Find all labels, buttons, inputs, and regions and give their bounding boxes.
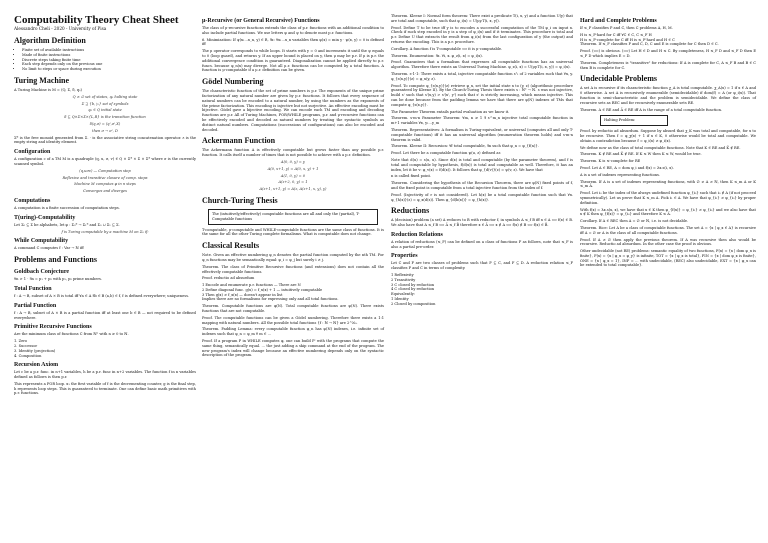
corollary-4: Corollary. If A ∈ REC then A = ∅ or ℕ, i.e. is not decidable.	[580, 219, 689, 224]
kleene2-proof: Proof. Let there be a computable function ψ(u, z) defined as	[391, 151, 501, 156]
props-item: 3 C closed by reduction	[391, 282, 435, 287]
classical-step: 1 Encode and enumerate p.r. functions — There are N	[202, 283, 301, 288]
mu-heading: μ-Recursive (or General Recursive) Functions	[202, 18, 320, 24]
classical-proof: Proof. reductio ad absurdum	[202, 276, 255, 281]
while-text: A command C computes f : Var → ℕ iff	[14, 246, 84, 251]
thm-6-proof-2: With f(x) = λx.s(x, x), we have that x ∈ K then φ_{f(x)} = φ_{i₁} ≠ φ_{i₀} and we also have that x ∉ K then φ_{f(x)} = φ_{i₀} and therefore K ≤ A.	[580, 207, 756, 217]
prf-heading: Primitive Recursive Functions	[14, 324, 92, 331]
mu-text-2: The μ operator corresponds to while loops. It starts with y = 0 and increments it until the ψ equals to 0 (loop guard), and returns y. If an upper bound is placed on y, then μ may be p.r. If μ is p.r. the additional convergence condition is guaranteed. Diagonalization cannot be applied directly to μ.r. funcs. because φ_n(x) may diverge. Not all μ.r. functions can be computed by a total function. A function is μ-computable if a μ.r. definition can be given.	[202, 49, 384, 73]
conf-line: Reflexive and transitive closure of comp. steps	[62, 175, 148, 180]
classical-thm3: Theorem. Padding Lemma: every computable function φ_n has φ(N) indexes, i.e. infinite set of indexes such that φ_n = φ_m ∀ m ∈ ...	[202, 327, 384, 337]
rice-thm: Theorem. Rice: Let A be a class of computable functions. The set A = {x | φ_x ∈ A} is recursive iff A = ∅ or A is the class of all computable functions.	[580, 225, 756, 235]
universal: Theorem. Representatives: A formalism is Turing-equivalent, or universal (computes all and only T-computable functions) iff it has an universal algorithm (enumeration theorem holds) and s-m-n theorem is valid.	[391, 127, 573, 142]
tm-heading: Turing Machine	[14, 75, 70, 85]
halting-proof: Proof. by reductio ad absurdum. Suppose by absurd that χ_K was total and computable, for x to be recursive. Then f = φ_χ(x) + 1 if x ∈ K, 0 otherwise would be total and computable. We obtain a contradiction because f = φ_i(x) ≠ φ_i(x).	[580, 129, 756, 143]
fixed-thm: Theorem. Considering the hypothesis of the Recursion Theorem, there are φ(N) fixed points of f, and the fixed point is computable from a total injective function from the index of f.	[391, 181, 573, 190]
column-2	[202, 14, 384, 360]
thm-5-proof: Proof. Let A ∈ RE, A = dom φ_i and f(x) = λx.s(i, x).	[580, 165, 674, 170]
kleene2: Theorem. Kleene II: Recursion: ∀f total computable, ∃n such that φ_n = φ_{f(n)}.	[391, 144, 539, 149]
classical-proof3: Proof. If a program P in WHILE computes φ, one can build P' with the programs that compute the same thing, semantically equal. … the just adding a skip command at the end of the program. The new program's index will change because an effective numbering depends only on the syntactic description of the program.	[202, 339, 384, 358]
thm-4: Theorem. K ∉ RE and K̄ ∉ RE. If K ≤ W then K ≤ W, would be true.	[580, 152, 702, 157]
halting-box: Halting Problem:	[600, 115, 668, 126]
classical-thm2: Theorem. Computable functions are φ(N). Total computable functions are φ(N). There exists functions that are not computable.	[202, 304, 384, 314]
tm-def: δ(q,σ) = (q',σ',X)	[89, 121, 121, 126]
recaxiom-note: This represents a FOR loop. x₁ the first variable of f is the decrementing counter, g is the final step, h represents loop steps. This is guaranteed to terminate. One can define basic math primitives with p.r. functions.	[14, 381, 196, 396]
fixed-point: n is called fixed point.	[391, 174, 432, 179]
thm-5: Theorem. K is ≤-complete for RE	[580, 159, 641, 164]
thm-6: Theorem. If A is a set of indexes representing functions, with ∅ ≠ A ≠ ℕ, then K ≤_m A or K ≤_m Ā.	[580, 179, 756, 189]
ack-heading: Ackermann Function	[202, 136, 276, 146]
props-text: Let C and F are two classes of problems such that P ⊆ C, and F ⊆ D. A reduction relation ≤_F classifies P and C in terms of complexity.	[391, 261, 573, 271]
classical-thm: Theorem. The class of Primitive Recursive functions (and extensions) does not contain all the effectively computable functions.	[202, 264, 384, 274]
classical-step: 3 Then g(x) ≠ f_x(x) — doesn't appear in list	[202, 292, 283, 297]
recaxiom-text: Let c be a p.r. func. in n+1 variables, h be a p.r. func in n+2 variables. The function f in n variables defined as follows is then p.r.	[14, 370, 196, 380]
classical-proof2: Proof. The computable functions can be given a Gödel numbering. Therefore there exists a 1:1 mapping with natural numbers. All the possible total functions {f : ℕ → ℕ} are 2^ℵ₀.	[202, 315, 384, 325]
author-line: Alessandro Cheli - 2020 - University of Pisa	[14, 26, 107, 31]
conf-heading: Configuration	[14, 149, 51, 156]
conf-text: A configuration c of a TM M is a quadruple (q, u, σ, v) ∈ Q × Σ* × Σ × Σ* where σ is the currently scanned symbol.	[14, 157, 196, 166]
godel-heading: Gödel Numbering	[202, 77, 264, 87]
rice-other: Other undecidable (not RE) problems: semantic equality of two functions, F(x) = {x | dom φ_x is finite}, F(x) = {x | φ_x = φ_y} is infinite, TOT = {x | φ_x is total}, FIN = {x | dom φ_x is finite}, ONE = {x | φ_x = 1}, INF = ... with undecidable, (REC) also undecidable, EXT = {x | φ_x can be extended to total computable}.	[580, 249, 756, 268]
ack-text: The Ackermann function A is effectively computable but grows faster than any possible p.r. function. It calls itself a number of times that is not possible to achieve with a p.r. definition.	[202, 148, 384, 158]
hard-line: H is ≤_F-hard for C iff ∀C ∈ C, C ≤_F H	[580, 32, 652, 37]
prf-text: Are the minimum class of functions C from ℕⁿ with n ≥ 0 to ℕ.	[14, 332, 129, 337]
comp-text: A computation is a finite succession of computation steps.	[14, 205, 120, 210]
red-text: A (decision) problem (a set) A reduces to B with reductor f, in symbols A ≤_f B iff x ∈ A ⟺ f(x) ∈ B. We also have that A ≤_f B ⟺ Ā ≤_f B̄ therefore x ∈ Ā ⟺ x ∉ A ⟺ f(x) ∉ B ⟺ f(x) ∈ B̄.	[391, 218, 573, 228]
smn: Theorem. s-1-1: There exists a total, injective computable function s¹₁ of 2 variables such that ∀x, y. φ_{s(x,y)}(z) = φ_x(y, z).	[391, 71, 573, 81]
undec-text: A set A is recursive if its characteristic function χ_A is total computable. χ_A(x) = 1 if x ∈ A and 0 otherwise. A set A is recursively enumerable (semidecidable) if dom(f) = A (or φ_i(x)). That function is semi-characteristic and the problem is semidecidable. We define the class of recursive sets as REC and for recursively enumerable sets RE.	[580, 86, 756, 105]
redrel-heading: Reduction Relations	[391, 231, 443, 238]
prf-item: 4. Composition	[14, 353, 42, 358]
halting-k: We define now as the class of total computable functions. Note that K ∈ RE and K̄ ∉ RE.	[580, 145, 741, 150]
classical-heading: Classical Results	[202, 241, 260, 251]
proof-1: Proof. (⟸) is obvious. (⟹) Let H ∈ D and H ≤ C. By completeness, H ≤_F D and ≤_F D then E ≤_F D which implies E = D.	[580, 49, 756, 58]
tm-def: q₀ ∈ Q initial state	[88, 108, 122, 113]
tm-def: δ ⊆ Q×Σ×Σ×{L,R} is the transition function	[64, 115, 146, 120]
list-item: • No limit to steps or space during execution	[22, 67, 196, 72]
conf-line: Converges and diverges	[82, 189, 127, 194]
prf-item: 3. Identity (projection)	[14, 348, 56, 353]
ack-line: A(0, x+1, y) = A(0, x, y) + 1	[267, 166, 319, 171]
document-title: Computability Theory Cheat Sheet	[14, 14, 179, 26]
column-1	[14, 14, 196, 398]
pf-heading: Problems and Functions	[14, 255, 97, 265]
props-item: 2 Closed by composition	[391, 301, 436, 306]
tcomp-heading: T(uring)-Computability	[14, 214, 76, 221]
param-note: The Parameter Theorem entails partial evaluation as we know it.	[391, 109, 510, 114]
thm-1: Theorem. If ≤_F classifies P and C, D, C and E is complete for C then D ∈ C.	[580, 42, 719, 47]
conf-line: (q,uσv) — Computation step	[79, 168, 131, 173]
red-heading: Reductions	[391, 206, 430, 216]
tm-note: Σ* is the free monoid generated from Σ. · is the associative string concatenation operator. ε is the empty string and identity element.	[14, 135, 196, 145]
ack-line: A(z+2, 0, y) = 1	[278, 180, 308, 185]
props-item: Equivalently:	[391, 292, 415, 297]
list-item: • Each step depends only on the previous one	[22, 62, 196, 67]
prf-item: 1. Zero	[14, 339, 28, 344]
list-item: • Made of finite instructions	[22, 53, 196, 58]
enumeration: Theorem. Enumeration: ∃z. ∀i, x. φ_z(i, x) = φ_i(x).	[391, 53, 483, 58]
thm-3: Theorem. A ∈ RE and Ā ∈ RE iff A is the range of a total computable function.	[580, 107, 723, 112]
enumeration-proof: Proof. Guarantees that a formalism that expresses all computable functions has an universal algorithm. Therefore there exists an Universal Turing Machine. φ_z(i, x) = U(μy.T(i, x, y)) = φ_i(x).	[391, 60, 573, 70]
smn2: Theorem. s-m-n Parameter Theorem: ∀m, n ≥ 1 ∃ s^m_n injective total computable function in m+1 variables ∀x, y₁...y_m	[391, 116, 573, 126]
props-item: 1 Reflexivity	[391, 273, 414, 278]
rice-proof: Proof. If A ≠ ∅ then apply the previous theorem. If A was recursive then also would be recursive. Reductio ad absurdum. In the other case the proof is obvious.	[580, 237, 756, 247]
classical-note: Note. Given an effective numbering φ_n denotes the partial function computed by the nth TM. For φ_n functions may be semantically equal: φ_i = φ_j but surely i ≠ j.	[202, 253, 384, 262]
while-heading: While Computability	[14, 238, 69, 245]
total-text: f : A → B, subset of A × B is total iff ∀a ∈ A ∃b ∈ B (a,b) ∈ f, f is defined everywhere; uniqueness.	[14, 293, 190, 298]
classical-after: Implies there are no formalisms for expressing only and all total functions.	[202, 297, 339, 302]
tm-def: then σ → σ', D	[92, 128, 118, 133]
list-item: • Finite set of available instructions	[22, 48, 196, 53]
smn-proof: Proof. To compute φ_{s(x,y)}(z) retrieve φ_x, set the initial state x to (y, z) (algorithmic procedure guaranteed by Kleene II). By the Church-Turing Thesis there exists s : ℕ² → ℕ. s was not injective, build s' such that s'(x,y) > s'(x', y') such that s' is strictly increasing, which means injective. This can be done because from the padding lemma we have that there are φ(N) indexes of TMs that compute φ_{s(x,y)}.	[391, 83, 573, 107]
ack-line: A(1, 0, y) = 0	[280, 173, 306, 178]
thm-6-proof: Proof. Let i₀ be the index of the always undefined function φ_{i₀} such that i₀ ∉ A (if not proceed symmetrically). Let us prove that K ≤_m A. Pick i₁ ∈ A. We have that φ_{i₁} ≠ φ_{i₀} by proper definition.	[580, 191, 756, 205]
index-note: A is a set of indexes representing functions.	[580, 172, 661, 177]
tcomp-line: f is Turing computable by a machine M on Σ₀ if:	[61, 229, 149, 234]
props-item: 1 Identity	[391, 297, 409, 302]
partial-heading: Partial Function	[14, 302, 57, 309]
props-item: 4 C closed by reduction	[391, 287, 435, 292]
props-item: 2 Transitivity	[391, 277, 416, 282]
comp-heading: Computations	[14, 197, 51, 204]
ct-post: T-computable, μ-computable and WHILE-computable functions are the same class of functions. It is the same for all the other Turing complete formalisms. What is computable does not change.	[202, 227, 384, 237]
partial-text: f : A → B, subset of A × B is a partial function iff at least one b ∈ B — not required to be defined everywhere.	[14, 310, 196, 320]
godel-text: The characteristic function of the set of prime numbers is p.r. The exponents of the unique prime factorization of any natural number are given by p.r. functions. It follows that every sequence of natural numbers can be encoded to a natural number, by using the numbers as the exponents of the prime factorization. This encoding is injective but not surjective. An effective encoding must be bijective. Gödel gave a bijective encoding. We can encode each TM and encoding and decoding functions are p.r. All of Turing Machines, FOR/WHILE programs, p.r. and μ-recursive functions can be effectively encoded and decoded as natural numbers by treating the syntactic symbols as distinct natural numbers. Computations (successions of configurations) can also be encoded and decoded.	[202, 89, 384, 132]
gold-text: ∀n > 1 · ∃n = p₁ + p₂ with p₁, p₂ prime numbers.	[14, 277, 103, 282]
hard-heading: Hard and Complete Problems	[580, 18, 657, 24]
undec-heading: Undecidable Problems	[580, 74, 657, 84]
column-3	[391, 14, 573, 307]
kleene1-proof: Proof. Define T to be true iff y is to encodes a successful computation of the TM φ_i on input x. Check if such step encoded in y is a step of φ_i(x) and if it terminates. This procedure is total and p.r. Define U that extracts the result from φ_i(x) from the last configuration of y (the output) and returns the encoding. This is a p.r. procedure.	[391, 25, 573, 44]
list-item: • Discrete steps taking finite time	[22, 58, 196, 63]
ct-box: The (intuitively/effectively) computable functions are all and only the (partial), T-Computable functions	[208, 209, 378, 225]
recaxiom-heading: Recursion Axiom	[14, 362, 59, 369]
tm-def: Q ≠ ∅ set of states, q₀ halting state	[72, 94, 138, 99]
total-heading: Total Function	[14, 285, 52, 292]
kleene1: Theorem. Kleene I: Normal form theorem: There exist a predicate T(i, x, y) and a function U(y) that are total and computable, such that φ_i(x) = U(μy.T(i, x, y)).	[391, 14, 573, 23]
tcomp-text: Let Σ₀ ⊆ Σ be alphabets, let φ : Σ₀* → Σ₁* and Σ₀ ∪ Σ₁ ⊆ Σ.	[14, 222, 120, 227]
fixed-proof: Proof. (Injectivity of r is not considered). Let h(x) be a total computable function such that ∀x. φ_{h(x)}(z) = φ_x(d(z)). Then φ_{d(h(x))} = φ_{h(x)}.	[391, 192, 573, 202]
thm-2: Theorem. Completeness is "transitive" for reductions: If A is complete for C, A ≤_F B and B ∈ C then B is complete for C.	[580, 60, 756, 70]
props-heading: Properties	[391, 253, 418, 260]
redrel-text: A relation of reductions (≤_F) can be defined on a class of functions F as follows, note that ≤_F is also a partial pre-order.	[391, 239, 573, 249]
gold-heading: Goldbach Conjecture	[14, 269, 70, 276]
ack-line: A(0, 0, y) = y	[281, 159, 305, 164]
algo-heading: Algorithm Definition	[14, 36, 86, 45]
tm-intro: A Turing Machine is M = (Q, Σ, δ, q₀)	[14, 87, 82, 92]
classical-step: 2 Define diagonal func. g(x) = f_x(x) + 1 — intuitively computable	[202, 287, 323, 292]
corollary: Corollary. A function f is T-computable ⟺ it is μ-computable.	[391, 46, 503, 51]
hard-line: H is ≤_F-complete for C iff H is ≤_F-hard and H ∈ C	[580, 37, 675, 42]
conf-line: Machine M computes φ in n steps	[74, 182, 136, 187]
prf-item: 2. Successor	[14, 343, 38, 348]
mu-item: 6. Minimization: If ψ(x₁...x_n, y) ∈ R, ∃z: ∀x₁...x_n variables then φ(x) = min y · ψ(x, y) = 0 is defined iff	[202, 37, 384, 47]
algo-list	[14, 48, 196, 72]
ack-line: A(z+1, x+1, y) = A(z, A(z+1, x, y), y)	[259, 187, 327, 192]
tm-def: Σ ⊇ {b, ▷} set of symbols	[81, 101, 129, 106]
kleene2-proof-2: Note that d(u) = s(u, u). Since d(x) is total and computable (by the parameter theorem), and f is total and computable by hypothesis, f(d(x)) is total and computable as well. Therefore, it has an index, let it be v: φ_v(x) = f(d(x)). It follows that φ_{d(v)}(z) = ψ(v, z). We have that	[391, 157, 573, 172]
hard-text: If ≤_F classifies P and C, then C problems A, H, M.	[580, 26, 673, 30]
column-4	[580, 14, 756, 270]
ct-heading: Church-Turing Thesis	[202, 195, 278, 205]
mu-text: The class of μ-recursive functions extends the class of p.r. functions with an additional condition to also include partial functions. We use letters φ and ψ to denote most p.r. functions.	[202, 26, 384, 35]
